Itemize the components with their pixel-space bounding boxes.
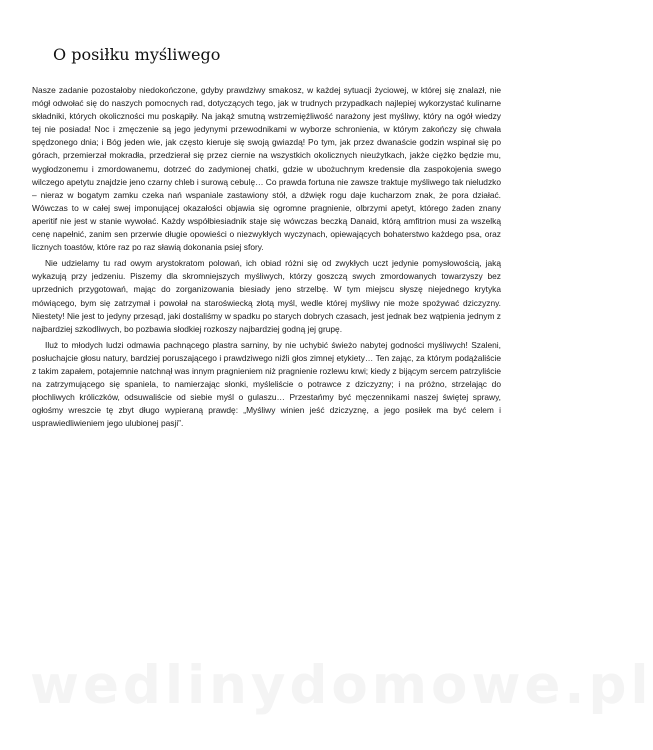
article-body [32,84,501,433]
watermark: wedlinydomowe.pl [30,655,653,716]
paragraph-3: Iluż to młodych ludzi odmawia pachnącego plastra sarniny, by nie uchybić świeżo nabytej godności myśliwych! Szaleni, posłuchajcie głosu natury, bardziej poruszającego i prawdziwego niźli głos zimnej etykiety… Ten zając, za którym podążaliście z takim zapałem, potajemnie natchnął was innym pragnieniem niż pragnienie rozlewu krwi; kiedy z bijącym sercem patrzyliście na zatrzymującego się spaniela, to namierzając słonki, myśleliście o potrawce z dziczyzny; i na próżno, strzelając do płochliwych króliczków, odsuwaliście od siebie myśl o gulaszu… Przestańmy być męczennikami naszej świętej sprawy, ogłośmy wreszcie tę zbyt długo wypieraną prawdę: „Myśliwy winien jeść dziczyznę, a jego posiłek ma być celem i usprawiedliwieniem jego ulubionej pasji”. [32,339,501,429]
page-title: O posiłku myśliwego [53,45,221,64]
paragraph-2: Nie udzielamy tu rad owym arystokratom polowań, ich obiad różni się od zwykłych uczt jedynie pomysłowością, jaką wykazują przy jedzeniu. Piszemy dla skromniejszych myśliwych, którzy goszczą swych zmordowanych towarzyszy bez uprzednich przygotowań, mając do zorganizowania biesiady jeno strzelbę. W tym miejscu słyszę niejednego krytyka mówiącego, bym się zatrzymał i powołał na staroświecką złotą myśl, wedle której myśliwy nie może spożywać dziczyzny. Niestety! Nie jest to jedyny przesąd, jaki dostaliśmy w spadku po starych dobrych czasach, jest jednak bez wątpienia jednym z najbardziej szkodliwych, bo pozbawia słodkiej rozkoszy najbardziej godną jej grupę. [32,258,501,334]
paragraph-1: Nasze zadanie pozostałoby niedokończone, gdyby prawdziwy smakosz, w każdej sytuacji życiowej, w której się znalazł, nie mógł odwołać się do naszych pomocnych rad, dotyczących tego, jak w trudnych przypadkach najlepiej wykorzystać kulinarne składniki, których okoliczności mu poskąpiły. Na jakąż smutną wstrzemięźliwość narażony jest myśliwy, który na ogół wiedzy tej nie posiada! Noc i zmęczenie są jego jedynymi przewodnikami w wyborze schronienia, w którym zakończy się chwała spędzonego dnia; i Bóg jeden wie, jak często kieruje się swoją gwiazdą! Po tym, jak przez dwanaście godzin wspinał się po górach, przemierzał mokradła, przedzierał się przez ciernie na wszystkich okolicznych nieużytkach, jakże ciężko będzie mu, wygłodzonemu i zmordowanemu, dotrzeć do zadymionej chatki, gdzie w ubożuchnym kredensie dla zaspokojenia swego wilczego apetytu znajdzie jeno czarny chleb i surową cebulę… Co prawda fortuna nie zawsze traktuje myśliwego tak nieludzko – nieraz w bogatym zamku czeka nań wspaniale zastawiony stół, a dźwięk rogu daje kucharzom znak, że pora działać. Wówczas to w całej swej imponującej okazałości objawia się ogromne pragnienie, olbrzymi apetyt, którego żaden znany aperitif nie jest w stanie wywołać. Każdy współbiesiadnik staje się wówczas beczką Danaid, którą amfitrion musi za wszelką cenę napełnić, zanim sen przerwie długie opowieści o niezwykłych wyczynach, opiewających bohaterstwo każdego psa, oraz licznych toastów, które raz po raz sławią dokonania psiej sfory. [32,85,501,253]
